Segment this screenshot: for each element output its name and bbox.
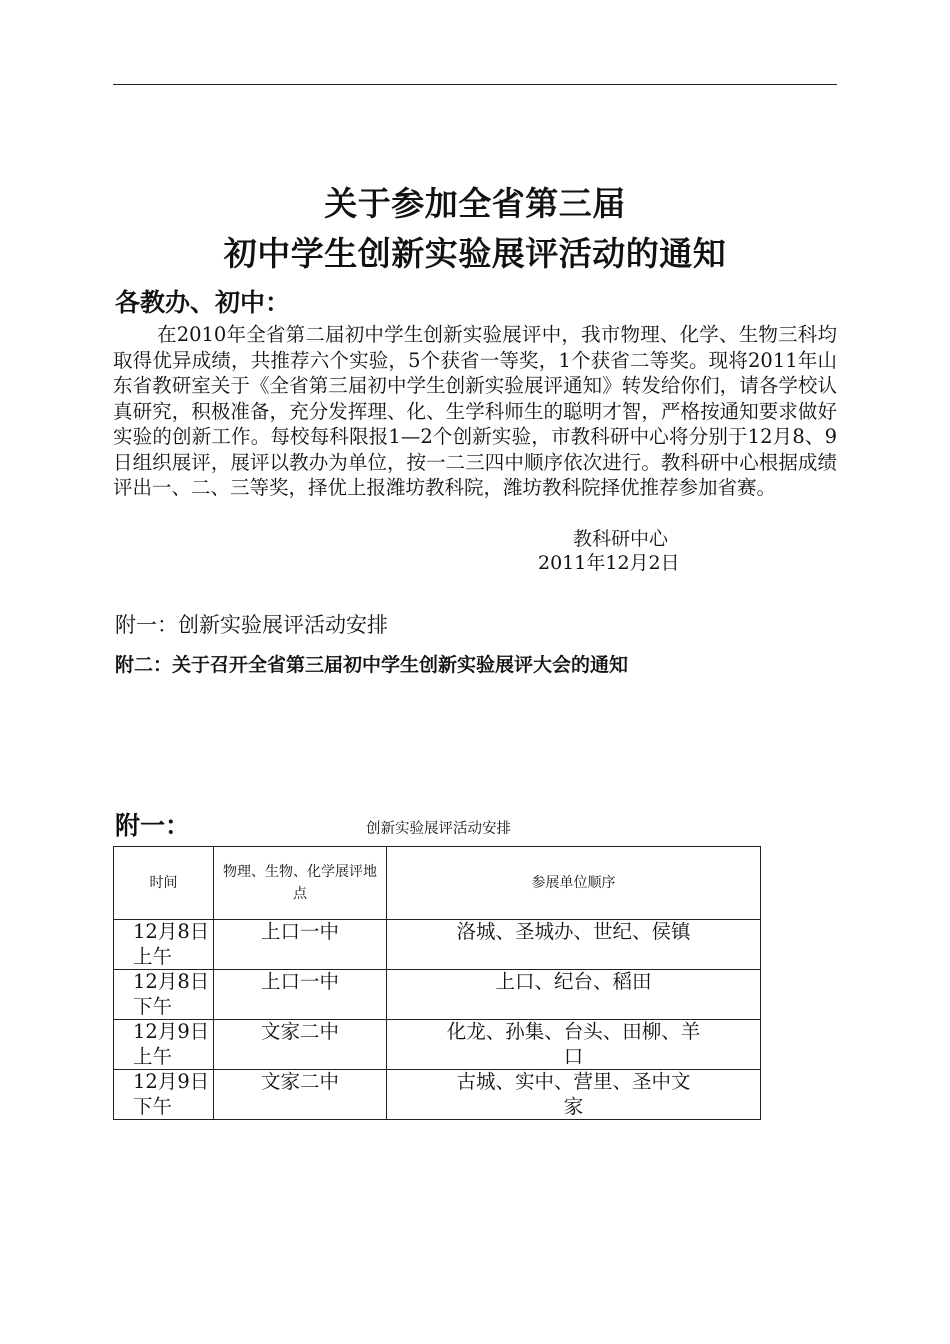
table-row (114, 970, 761, 1020)
cell-venue: 上口一中 (214, 970, 387, 1020)
cell-participants: 古城、实中、营里、圣中文家 (387, 1070, 761, 1120)
attachment-1-title: 附一：创新实验展评活动安排 (115, 613, 388, 637)
signature-organization: 教科研中心 (573, 528, 669, 550)
cell-venue: 文家二中 (214, 1070, 387, 1120)
table-row (114, 1020, 761, 1070)
cell-venue: 上口一中 (214, 920, 387, 970)
cell-participants: 洛城、圣城办、世纪、侯镇 (387, 920, 761, 970)
attachment-2-title: 附二：关于召开全省第三届初中学生创新实验展评大会的通知 (115, 654, 629, 676)
header-cell-time: 时间 (114, 847, 214, 920)
table-header-row (114, 847, 761, 920)
signature-date: 2011年12月2日 (538, 552, 680, 574)
cell-time: 12月8日下午 (114, 970, 214, 1020)
header-cell-participants: 参展单位顺序 (387, 847, 761, 920)
cell-participants: 化龙、孙集、台头、田柳、羊口 (387, 1020, 761, 1070)
cell-time: 12月9日上午 (114, 1020, 214, 1070)
cell-time: 12月8日上午 (114, 920, 214, 970)
salutation: 各教办、初中： (115, 288, 291, 317)
cell-venue: 文家二中 (214, 1020, 387, 1070)
table-row (114, 1070, 761, 1120)
header-cell-venue: 物理、生物、化学展评地点 (214, 847, 387, 920)
table-row (114, 920, 761, 970)
appendix-label: 附一： (115, 811, 191, 840)
cell-participants: 上口、纪台、稻田 (387, 970, 761, 1020)
notice-title-line-2: 初中学生创新实验展评活动的通知 (223, 234, 727, 273)
notice-body-paragraph: 在2010年全省第二届初中学生创新实验展评中，我市物理、化学、生物三科均取得优异成绩，共推荐六个实验，5个获省一等奖，1个获省二等奖。现将2011年山东省教研室关于《全省第三届初中学生创新实验展评通知》转发给你们，请各学校认真研究，积极准备，充分发挥理、化、生学科师生的聪明才智，严格按通知要求做好实验的创新工作。每校每科限报1—2个创新实验，市教科研中心将分别于12月8、9日组织展评，展评以教办为单位，按一二三四中顺序依次进行。教科研中心根据成绩评出一、二、三等奖，择优上报潍坊教科院，潍坊教科院择优推荐参加省赛。 (113, 323, 837, 499)
cell-time: 12月9日下午 (114, 1070, 214, 1120)
table-caption: 创新实验展评活动安排 (366, 821, 511, 837)
notice-title-line-1: 关于参加全省第三届 (324, 184, 626, 223)
schedule-table (113, 846, 761, 1120)
header-rule (113, 84, 837, 85)
